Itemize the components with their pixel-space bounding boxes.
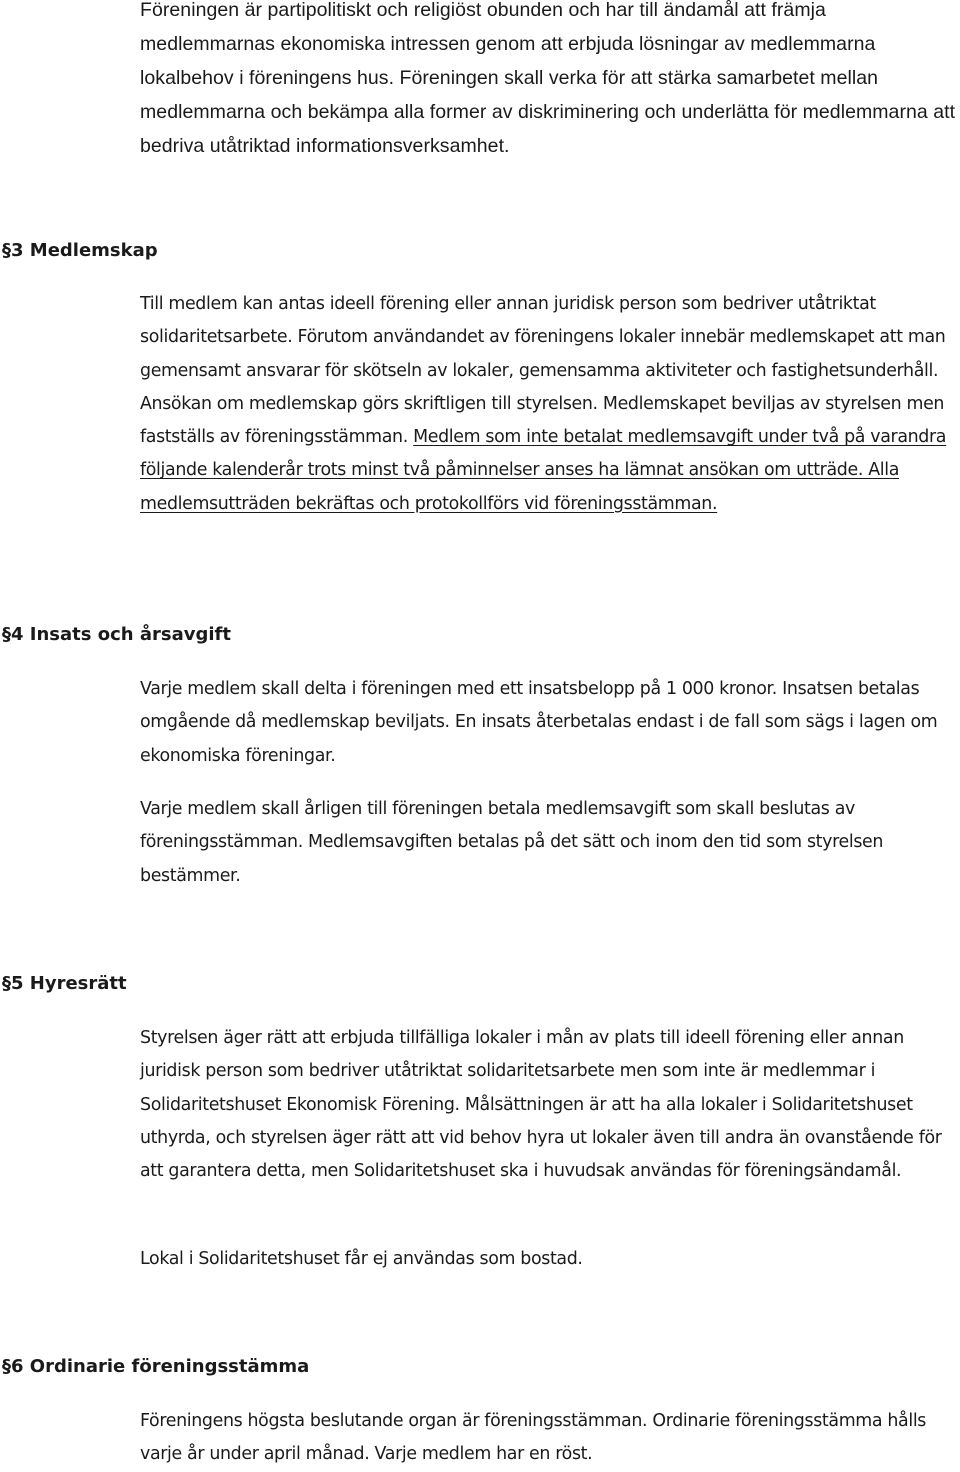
section-heading-foreningsstamma: §6 Ordinarie föreningsstämma bbox=[2, 1356, 310, 1377]
paragraph-text: Till medlem kan antas ideell förening eller annan juridisk person som bedriver utåtriktat solidaritetsarbete. Förutom användandet av föreningens lokaler innebär medlemskapet att man gemensamt ansvarar för skötseln av lokaler, gemensamma aktiviteter och fastighetsunderhåll. Ansökan om medlemskap görs skriftligen till styrelsen. Medlemskapet beviljas av styrelsen men fastställs av föreningsstämman. bbox=[140, 294, 946, 448]
section-heading-hyresratt: §5 Hyresrätt bbox=[2, 973, 127, 994]
section-paragraph: Varje medlem skall delta i föreningen med ett insatsbelopp på 1 000 kronor. Insatsen betalas omgående då medlemskap beviljats. En insats återbetalas endast i de fall som sägs i lagen om ekonomiska föreningar. bbox=[140, 679, 938, 766]
section-heading-text: 5 Hyresrätt bbox=[11, 973, 127, 994]
section-paragraph: Lokal i Solidaritetshuset får ej användas som bostad. bbox=[140, 1249, 583, 1269]
intro-paragraph: Föreningen är partipolitiskt och religiöst obunden och har till ändamål att främja medlemmarnas ekonomiska intressen genom att erbjuda lösningar av medlemmarna lokalbehov i föreningens hus. Föreningen skall verka för att stärka samarbetet mellan medlemmarna och bekämpa alla former av diskriminering och underlätta för medlemmarna att bedriva utåtriktad informationsverksamhet. bbox=[140, 0, 956, 157]
section-paragraph: Varje medlem skall årligen till föreningen betala medlemsavgift som skall beslutas av föreningsstämman. Medlemsavgiften betalas på det sätt och inom den tid som styrelsen bestämmer. bbox=[140, 799, 884, 886]
section-heading-text: 4 Insats och årsavgift bbox=[11, 624, 231, 645]
section-heading-text: 3 Medlemskap bbox=[11, 240, 158, 261]
section-paragraph: Föreningens högsta beslutande organ är föreningsstämman. Ordinarie föreningsstämma hålls varje år under april månad. Varje medlem har en röst. bbox=[140, 1411, 927, 1465]
underlined-text: Medlem som inte betalat medlemsavgift under två på varandra följande kalenderår trots minst två påminnelser anses ha lämnat ansökan om utträde. Alla medlemsutträden bekräftas och protokollförs vid föreningsstämman. bbox=[140, 427, 947, 514]
section-paragraph: Styrelsen äger rätt att erbjuda tillfälliga lokaler i mån av plats till ideell förening eller annan juridisk person som bedriver utåtriktat solidaritetsarbete men som inte är medlemmar i Solidaritetshuset Ekonomisk Förening. Målsättningen är att ha alla lokaler i Solidaritetshuset uthyrda, och styrelsen äger rätt att vid behov hyra ut lokaler även till andra än ovanstående för att garantera detta, men Solidaritetshuset ska i huvudsak användas för föreningsändamål. bbox=[140, 1028, 942, 1182]
section-heading-medlemskap: §3 Medlemskap bbox=[2, 240, 158, 261]
section-heading-text: 6 Ordinarie föreningsstämma bbox=[11, 1356, 310, 1377]
section-heading-insats: §4 Insats och årsavgift bbox=[2, 624, 231, 645]
section-paragraph bbox=[140, 288, 960, 521]
